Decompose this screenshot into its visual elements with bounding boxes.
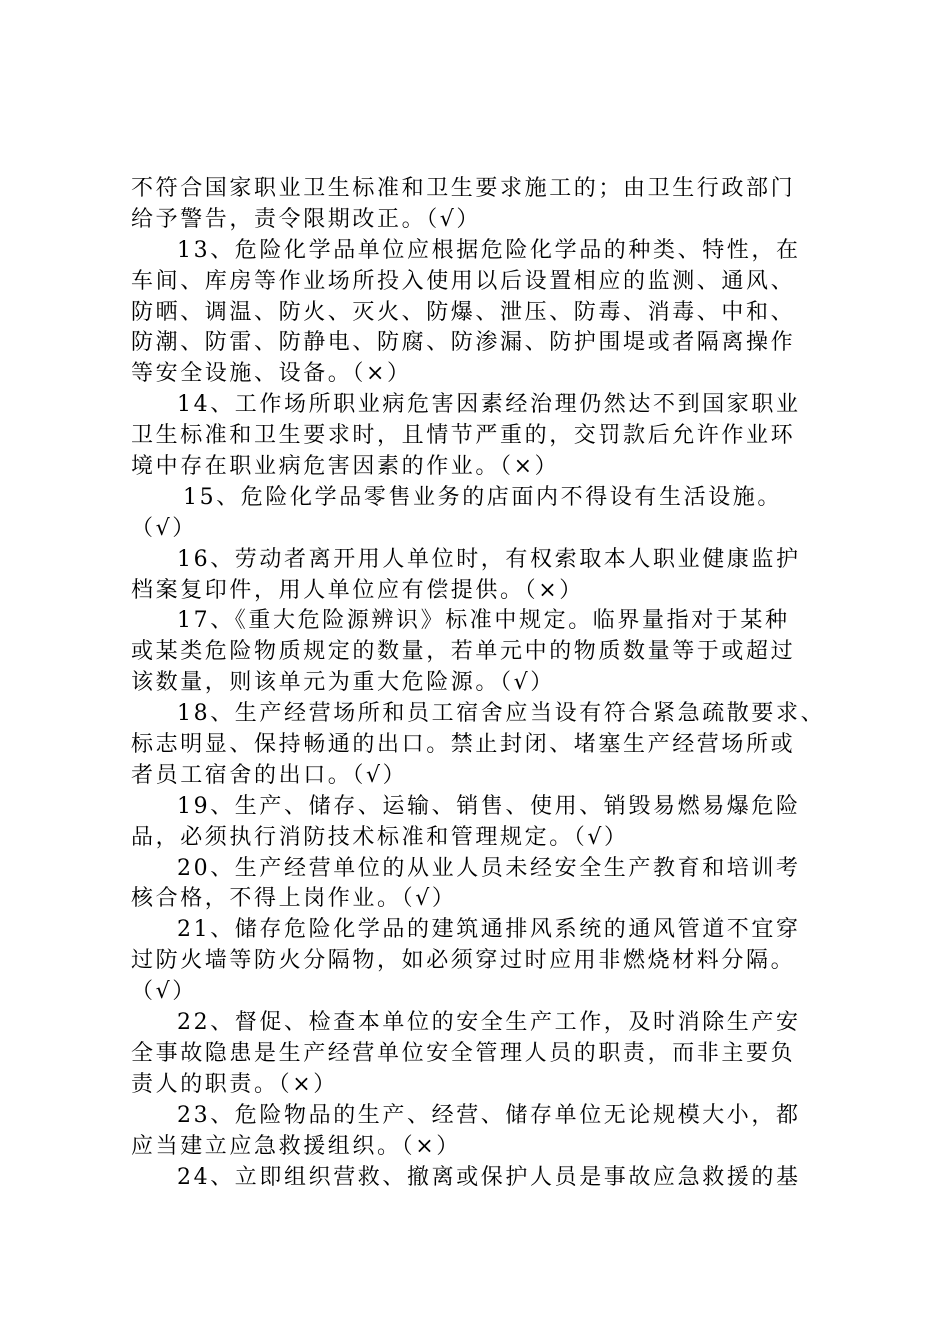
paragraph-first-line: 21、储存危险化学品的建筑通排风系统的通风管道不宜穿 <box>177 917 801 943</box>
paragraph-first-line: 22、督促、检查本单位的安全生产工作，及时消除生产安 <box>177 1010 801 1036</box>
paragraph-first-line: 20、生产经营单位的从业人员未经安全生产教育和培训考 <box>177 855 801 881</box>
paragraph-first-line: 17、《重大危险源辨识》标准中规定。临界量指对于某种 <box>177 608 790 634</box>
paragraph-first-line: 13、危险化学品单位应根据危险化学品的种类、特性，在 <box>177 237 801 263</box>
paragraph-first-line: 18、生产经营场所和员工宿舍应当设有符合紧急疏散要求、 <box>177 701 826 727</box>
paragraph-line: 防潮、防雷、防静电、防腐、防渗漏、防护围堤或者隔离操作 <box>131 330 796 356</box>
paragraph-line: 标志明显、保持畅通的出口。禁止封闭、堵塞生产经营场所或 <box>131 732 796 758</box>
paragraph-line: 核合格，不得上岗作业。（√） <box>131 886 457 912</box>
paragraph-line: 卫生标准和卫生要求时，且情节严重的，交罚款后允许作业环 <box>131 423 796 449</box>
paragraph-first-line: 23、危险物品的生产、经营、储存单位无论规模大小，都 <box>177 1102 801 1128</box>
paragraph-line: 不符合国家职业卫生标准和卫生要求施工的；由卫生行政部门 <box>131 176 796 201</box>
paragraph-line: 者员工宿舍的出口。（√） <box>131 762 408 788</box>
paragraph-line: 车间、库房等作业场所投入使用以后设置相应的监测、通风、 <box>131 268 796 294</box>
paragraph-line: 责人的职责。（×） <box>131 1071 338 1097</box>
paragraph-first-line: 14、工作场所职业病危害因素经治理仍然达不到国家职业 <box>177 392 801 418</box>
paragraph-line: 全事故隐患是生产经营单位安全管理人员的职责，而非主要负 <box>131 1040 796 1066</box>
paragraph-line: 应当建立应急救援组织。（×） <box>131 1133 461 1159</box>
paragraph-line: 该数量，则该单元为重大危险源。（√） <box>131 670 555 696</box>
paragraph-first-line: 24、立即组织营救、撤离或保护人员是事故应急救援的基 <box>177 1164 801 1190</box>
paragraph-line: 或某类危险物质规定的数量，若单元中的物质数量等于或超过 <box>131 639 796 665</box>
paragraph-line: 给予警告，责令限期改正。（√） <box>131 206 482 232</box>
paragraph-line: （√） <box>131 515 197 541</box>
paragraph-line: 境中存在职业病危害因素的作业。（×） <box>131 454 560 480</box>
paragraph-first-line: 16、劳动者离开用人单位时，有权索取本人职业健康监护 <box>177 546 801 572</box>
paragraph-line: （√） <box>131 979 197 1005</box>
paragraph-line: 等安全设施、设备。（×） <box>131 361 412 387</box>
paragraph-line: 品，必须执行消防技术标准和管理规定。（√） <box>131 824 629 850</box>
paragraph-line: 防晒、调温、防火、灭火、防爆、泄压、防毒、消毒、中和、 <box>131 299 796 325</box>
document-body <box>131 174 831 1193</box>
paragraph-first-line: 19、生产、储存、运输、销售、使用、销毁易燃易爆危险 <box>177 793 801 819</box>
paragraph-line: 过防火墙等防火分隔物，如必须穿过时应用非燃烧材料分隔。 <box>131 948 796 974</box>
paragraph-first-line: 15、危险化学品零售业务的店面内不得设有生活设施。 <box>183 484 782 510</box>
paragraph-line: 档案复印件，用人单位应有偿提供。（×） <box>131 577 584 603</box>
